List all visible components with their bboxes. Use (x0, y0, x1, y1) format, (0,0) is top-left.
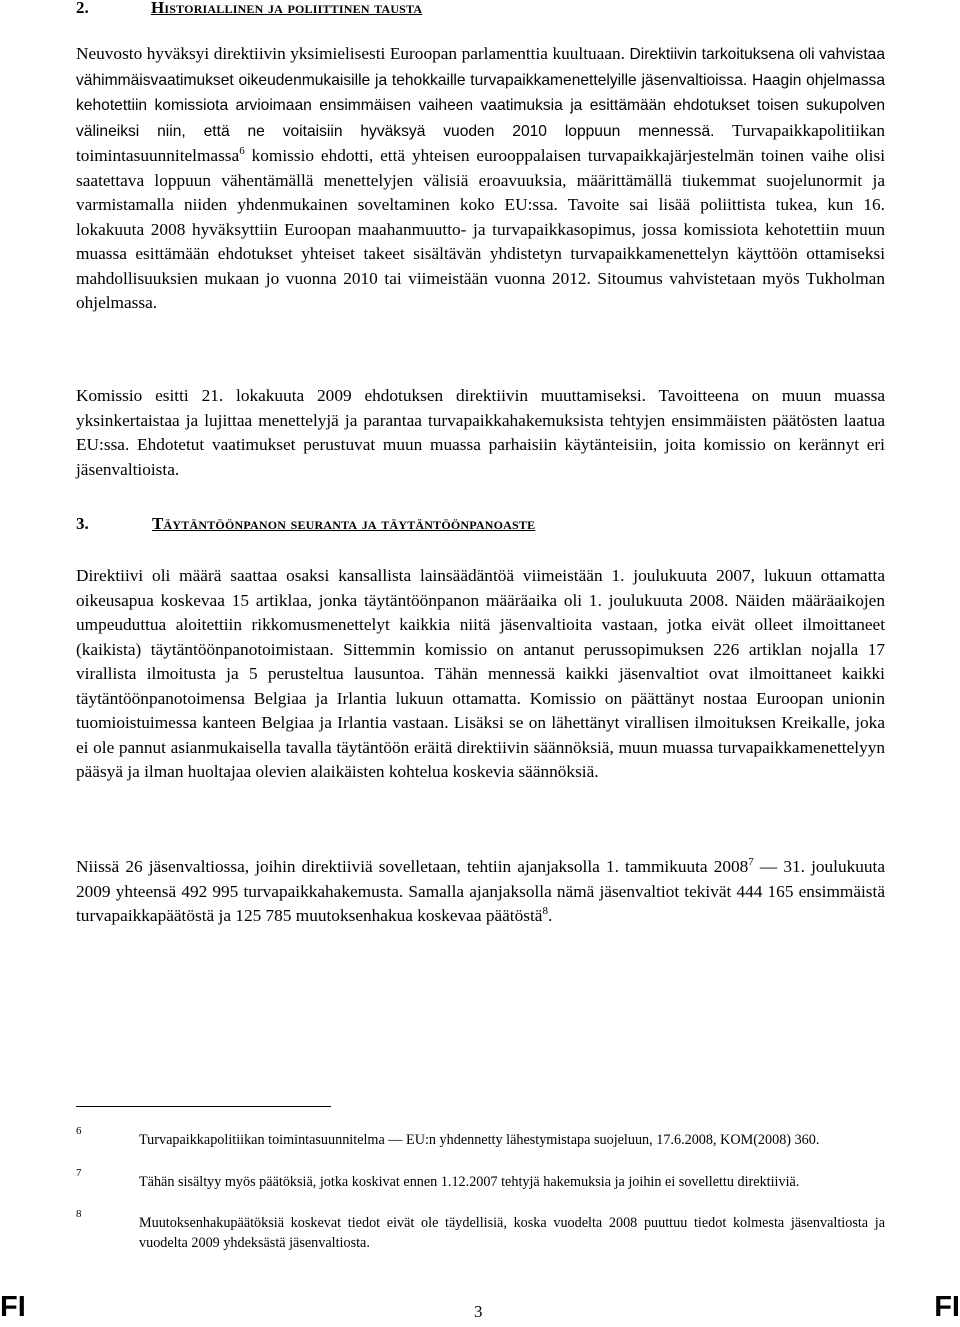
sentence: Haagin ohjelmassa kehotettiin komissiota arvioimaan ensimmäisen vaiheen vaatimuksia ja esittämään ehdotukset toisen sukupolven välineiksi niin, että ne voitaisiin hyväksyä vuoden 2010 loppuun mennessä. (76, 71, 885, 140)
paragraph-statistics: Niissä 26 jäsenvaltiossa, joihin direktiiviä sovelletaan, tehtiin ajanjaksolla 1. tammikuuta 2008$^7$ — 31. joulukuuta 2009 yhteensä 492 995 turvapaikkahakemusta. Samalla ajanjaksolla nämä jäsenvaltiot tekivät 444 165 ensimmäistä turvapaikkapäätöstä ja 125 785 muutoksenhakua koskevaa päätöstä$^8$. (76, 856, 885, 925)
section-heading-3 (76, 514, 535, 534)
footnote-number: 7 (76, 1167, 82, 1179)
footnote-text: Muutoksenhakupäätöksiä koskevat tiedot eivät ole täydellisiä, koska vuodelta 2008 puuttuu tiedot kolmesta jäsenvaltiosta ja vuodelta 2009 yhdeksästä jäsenvaltiosta. (139, 1215, 885, 1251)
section-title: Historiallinen ja poliittinen tausta (151, 0, 423, 17)
footnote-ref-8[interactable]: 8 (542, 905, 548, 918)
footnote-separator (76, 1106, 331, 1107)
footnote-7 (76, 1167, 885, 1192)
page-number: 3 (474, 1302, 483, 1321)
footnote-ref-6[interactable]: 6 (239, 145, 245, 158)
paragraph-implementation: Direktiivi oli määrä saattaa osaksi kansallista lainsäädäntöä viimeistään 1. joulukuuta 2007, lukuun ottamatta oikeusapua koskevaa 15 artiklaa, jonka täytäntöönpanon määräaika oli 1. joulukuuta 2008. Näiden määräaikojen umpeuduttua aloitettiin rikkomusmenettelyt kaikkia niitä jäsenvaltioita vastaan, jotka eivät olleet ilmoittaneet (kaikista) täytäntöönpanotoimistaan. Sittemmin komissio on antanut perussopimuksen 226 artiklan nojalla 17 virallista ilmoitusta ja 5 perusteltua lausuntoa. Tähän mennessä kaikki jäsenvaltiot ovat ilmoittaneet kaikki täytäntöönpanotoimensa Belgiaa ja Irlantia lukuun ottamatta. Komissio on päättänyt nostaa Euroopan unionin tuomioistuimessa kanteen Belgiaa ja Irlantia vastaan. Lisäksi se on lähettänyt virallisen ilmoituksen Kreikalle, joka ei ole pannut asianmukaisella tavalla täytäntöön eräitä direktiivin säännöksiä, muun muassa turvapaikkamenettelyyn pääsyä ja ilman huoltajaa olevien alaikäisten kohtelua koskevia säännöksiä. (76, 566, 885, 781)
paragraph-background (76, 42, 885, 316)
sentence: Neuvosto hyväksyi direktiivin yksimielisesti Euroopan parlamenttia kuultuaan. (76, 44, 625, 63)
footer-language-code-left: FI (0, 1291, 26, 1323)
paragraph-proposal: Komissio esitti 21. lokakuuta 2009 ehdotuksen direktiivin muuttamiseksi. Tavoitteena on muun muassa yksinkertaistaa ja lujittaa menettelyjä ja parantaa turvapaikkahakemuksista tehtyjen ensimmäisten päätösten laatua EU:ssa. Ehdotetut vaatimukset perustuvat muun muassa parhaisiin käytänteisiin, joita komissio on kerännyt eri jäsenvaltioista. (76, 386, 885, 479)
footnote-text: Tähän sisältyy myös päätöksiä, jotka koskivat ennen 1.12.2007 tehtyjä hakemuksia ja joihin ei sovellettu direktiiviä. (139, 1174, 800, 1190)
footnote-text: Turvapaikkapolitiikan toimintasuunnitelma — EU:n yhdennetty lähestymistapa suojeluun, 17.6.2008, KOM(2008) 360. (139, 1132, 820, 1148)
footnote-ref-7[interactable]: 7 (748, 856, 754, 869)
statistics-text: — 31. joulukuuta 2009 yhteensä 492 995 turvapaikkahakemusta. Samalla ajanjaksolla nämä jäsenvaltiot tekivät 444 165 ensimmäistä turvapaikkapäätöstä ja 125 785 muutoksenhakua koskevaa päätöstä (76, 857, 885, 925)
section-number: 3. (76, 514, 89, 533)
sentence: Turvapaikkapolitiikan toimintasuunnitelmassa (76, 120, 885, 165)
footnote-8 (76, 1208, 885, 1253)
footnote-number: 8 (76, 1208, 82, 1220)
statistics-text: Niissä 26 jäsenvaltiossa, joihin direktiiviä sovelletaan, tehtiin ajanjaksolla 1. tammikuuta 2008 (76, 857, 749, 876)
footnote-number: 6 (76, 1125, 82, 1137)
section-heading-2 (76, 0, 422, 18)
footnote-6 (76, 1125, 885, 1150)
sentence: komissio ehdotti, että yhteisen eurooppalaisen turvapaikkajärjestelmän toinen vaihe olisi saatettava loppuun vähentämällä menettelyjen välisiä eroavuuksia, määrittämällä tiukemmat suojelunormit ja varmistamalla niiden yhdenmukainen soveltaminen koko EU:ssa. Tavoite sai lisää poliittista tukea, kun 16. lokakuuta 2008 hyväksyttiin Euroopan maahanmuutto- ja turvapaikkasopimus, jossa komissiota kehotettiin muun muassa esittämään ehdotukset yhteiset takeet sisältävän yhdistetyn turvapaikkamenettelyn käyttöön ottamiseksi mahdollisuuksien mukaan jo vuonna 2010 tai viimeistään vuonna 2012. Sitoumus vahvistetaan myös Tukholman ohjelmassa. (76, 146, 885, 312)
footer-language-code-right: FI (934, 1291, 960, 1323)
section-title: Täytäntöönpanon seuranta ja täytäntöönpanoaste (152, 514, 536, 533)
section-number: 2. (76, 0, 89, 17)
sentence: Direktiivin tarkoituksena oli vahvistaa vähimmäisvaatimukset oikeudenmukaisille ja tehokkaille turvapaikkamenettelyille jäsenvaltioissa. (76, 46, 885, 89)
